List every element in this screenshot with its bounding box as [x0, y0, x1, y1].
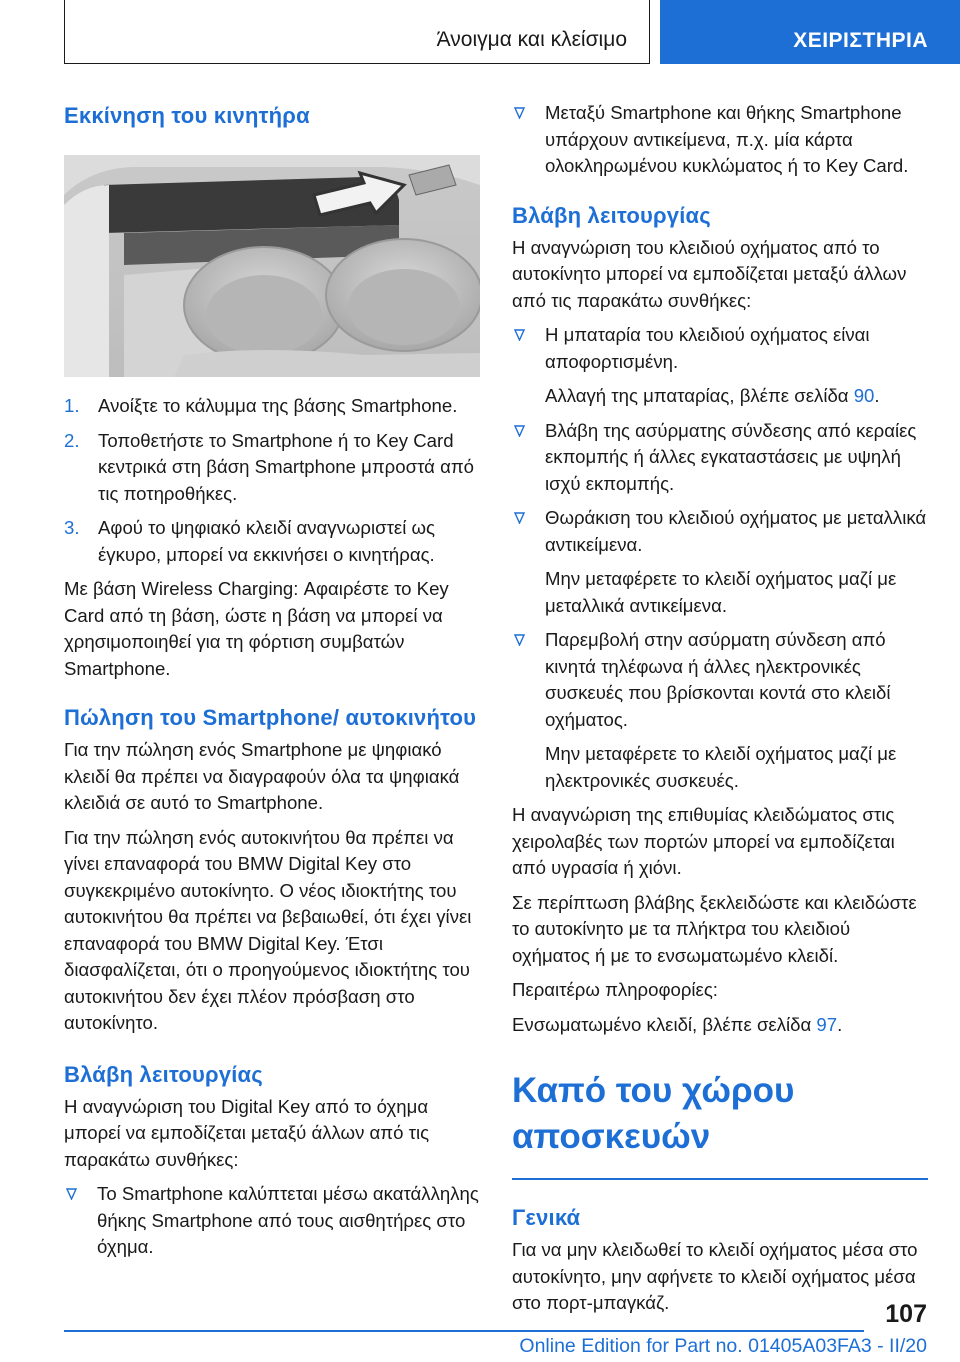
- more-info-label: Περαιτέρω πληροφορίες:: [512, 979, 718, 1000]
- shielding-sub: Μην μεταφέρετε το κλειδί οχήματος μαζί με μεταλλικά αντικείμενα.: [545, 568, 897, 616]
- sale-paragraph-2: Για την πώληση ενός αυτοκινήτου θα πρέπει να γίνει επαναφορά του BMW Digital Key στο συγκεκριμένο αυτοκίνητο. Ο νέος ιδιοκτήτης του αυτοκινήτου θα πρέπει να βεβαιωθεί, ότι έχει γίνει επαναφορά του BMW Digital Key. Έτσι διασφαλίζεται, ότι ο προηγούμενος ιδιοκτήτης του αυτοκινήτου δεν έχει πλέον πρόσβαση στο αυτοκίνητο.: [64, 826, 472, 1033]
- wireless-charging-note: Με βάση Wireless Charging: Αφαιρέστε το Key Card από τη βάση, ώστε η βάση να μπορεί να χρησιμοποιηθεί για τη φόρτιση συμβατών Smartphone.: [64, 578, 449, 679]
- step-text: Αφού το ψηφιακό κλειδί αναγνωριστεί ως έγκυρο, μπορεί να εκκινήσει ο κινητήρας.: [98, 517, 435, 565]
- triangle-bullet-icon: [514, 329, 525, 341]
- fault-paragraph: Η αναγνώριση του Digital Key από το όχημα μπορεί να εμποδίζεται μεταξύ άλλων από τις παρακάτω συνθήκες:: [64, 1095, 430, 1170]
- page-number: 107: [885, 1300, 927, 1328]
- heading-general: Γενικά: [512, 1205, 581, 1230]
- chapter-tab: [660, 0, 960, 64]
- bullet-text: Το Smartphone καλύπτεται μέσω ακατάλληλης θήκης Smartphone από τους αισθητήρες στο όχημα.: [97, 1183, 479, 1257]
- bullet-shielding: [512, 505, 928, 558]
- step-2: [64, 428, 482, 508]
- fault-intro: Η αναγνώριση του κλειδιού οχήματος από το αυτοκίνητο μπορεί να εμποδίζεται μεταξύ άλλων από τις παρακάτω συνθήκες:: [512, 236, 907, 311]
- triangle-bullet-icon: [514, 634, 525, 646]
- chapter-tab-label: ΧΕΙΡΙΣΤΗΡΙΑ: [793, 29, 928, 52]
- bullet-text: Η μπαταρία του κλειδιού οχήματος είναι αποφορτισμένη.: [545, 324, 870, 372]
- ref-text: Ενσωματωμένο κλειδί, βλέπε σελίδα: [512, 1013, 812, 1035]
- heading-sale: Πώληση του Smartphone/ αυτοκινήτου: [64, 705, 477, 730]
- integrated-key-ref: Ενσωματωμένο κλειδί, βλέπε σελίδα 97.: [512, 1013, 843, 1035]
- right-column: [512, 100, 928, 1325]
- bullet-radio-interference: [512, 418, 928, 498]
- battery-sub: Αλλαγή της μπαταρίας, βλέπε σελίδα 90.: [545, 385, 880, 406]
- sale-paragraph-1: Για την πώληση ενός Smartphone με ψηφιακό κλειδί θα πρέπει να διαγραφούν όλα τα ψηφιακά κλειδιά σε αυτό το Smartphone.: [64, 739, 460, 813]
- step-1: [64, 393, 482, 420]
- heading-fault-key: Βλάβη λειτουργίας: [512, 202, 711, 228]
- step-3: [64, 515, 482, 568]
- triangle-bullet-icon: [66, 1188, 77, 1200]
- phones-sub: Μην μεταφέρετε το κλειδί οχήματος μαζί με ηλεκτρονικές συσκευές.: [545, 743, 897, 791]
- bullet-objects-between: [512, 100, 928, 180]
- heading-fault-digital-key: Βλάβη λειτουργίας: [64, 1061, 263, 1087]
- handles-paragraph: Η αναγνώριση της επιθυμίας κλειδώματος στις χειρολαβές των πορτών μπορεί να εμποδίζεται από υγρασία ή χιόνι.: [512, 804, 895, 878]
- bullet-battery: [512, 322, 928, 375]
- section-divider: [512, 1178, 928, 1180]
- footer-divider: [64, 1330, 864, 1332]
- heading-trunk-lid: Καπό του χώρου αποσκευών: [512, 1071, 795, 1156]
- step-number: 1.: [64, 395, 80, 416]
- step-text: Τοποθετήστε το Smartphone ή το Key Card κεντρικά στη βάση Smartphone μπροστά από τις ποτηροθήκες.: [98, 429, 474, 504]
- smartphone-tray-photo: [64, 155, 480, 377]
- page-header: [0, 0, 960, 66]
- triangle-bullet-icon: [514, 425, 525, 437]
- triangle-bullet-icon: [514, 107, 525, 119]
- bullet-text: Παρεμβολή στην ασύρματη σύνδεση από κινητά τηλέφωνα ή άλλες ηλεκτρονικές συσκευές που βρίσκονται κοντά στο κλειδί οχήματος.: [545, 629, 891, 730]
- step-number: 3.: [64, 517, 80, 538]
- fault-case-paragraph: Σε περίπτωση βλάβης ξεκλειδώστε και κλειδώστε το αυτοκίνητο με τα πλήκτρα του κλειδιού οχήματος ή με το ενσωματωμένο κλειδί.: [512, 891, 917, 966]
- bullet-text: Μεταξύ Smartphone και θήκης Smartphone υπάρχουν αντικείμενα, π.χ. μία κάρτα ολοκληρωμένου κυκλώματος ή το Key Card.: [545, 102, 909, 176]
- edition-note: Online Edition for Part no. 01405A03FA3 - II/20: [519, 1335, 927, 1357]
- fault-bullet: [64, 1181, 482, 1261]
- general-paragraph: Για να μην κλειδωθεί το κλειδί οχήματος μέσα στο αυτοκίνητο, μην αφήνετε το κλειδί οχήματος μέσα στο πορτ-μπαγκάζ.: [512, 1239, 918, 1313]
- step-number: 2.: [64, 429, 80, 451]
- step-text: Ανοίξτε το κάλυμμα της βάσης Smartphone.: [98, 395, 458, 416]
- bullet-phones: [512, 627, 928, 733]
- bullet-text: Βλάβη της ασύρματης σύνδεσης από κεραίες εκπομπής ή άλλες εγκαταστάσεις με υψηλή ισχύ εκπομπής.: [545, 419, 917, 494]
- section-title-box: [64, 0, 650, 64]
- triangle-bullet-icon: [514, 512, 525, 524]
- bullet-text: Θωράκιση του κλειδιού οχήματος με μεταλλικά αντικείμενα.: [545, 507, 927, 555]
- page-ref-link[interactable]: 97: [816, 1013, 838, 1035]
- left-column: [64, 100, 482, 1269]
- page-ref-link[interactable]: 90: [853, 385, 875, 406]
- section-title: Άνοιγμα και κλείσιμο: [436, 28, 627, 51]
- sub-text: Αλλαγή της μπαταρίας, βλέπε σελίδα: [545, 385, 849, 406]
- heading-engine-start: Εκκίνηση του κινητήρα: [64, 103, 310, 128]
